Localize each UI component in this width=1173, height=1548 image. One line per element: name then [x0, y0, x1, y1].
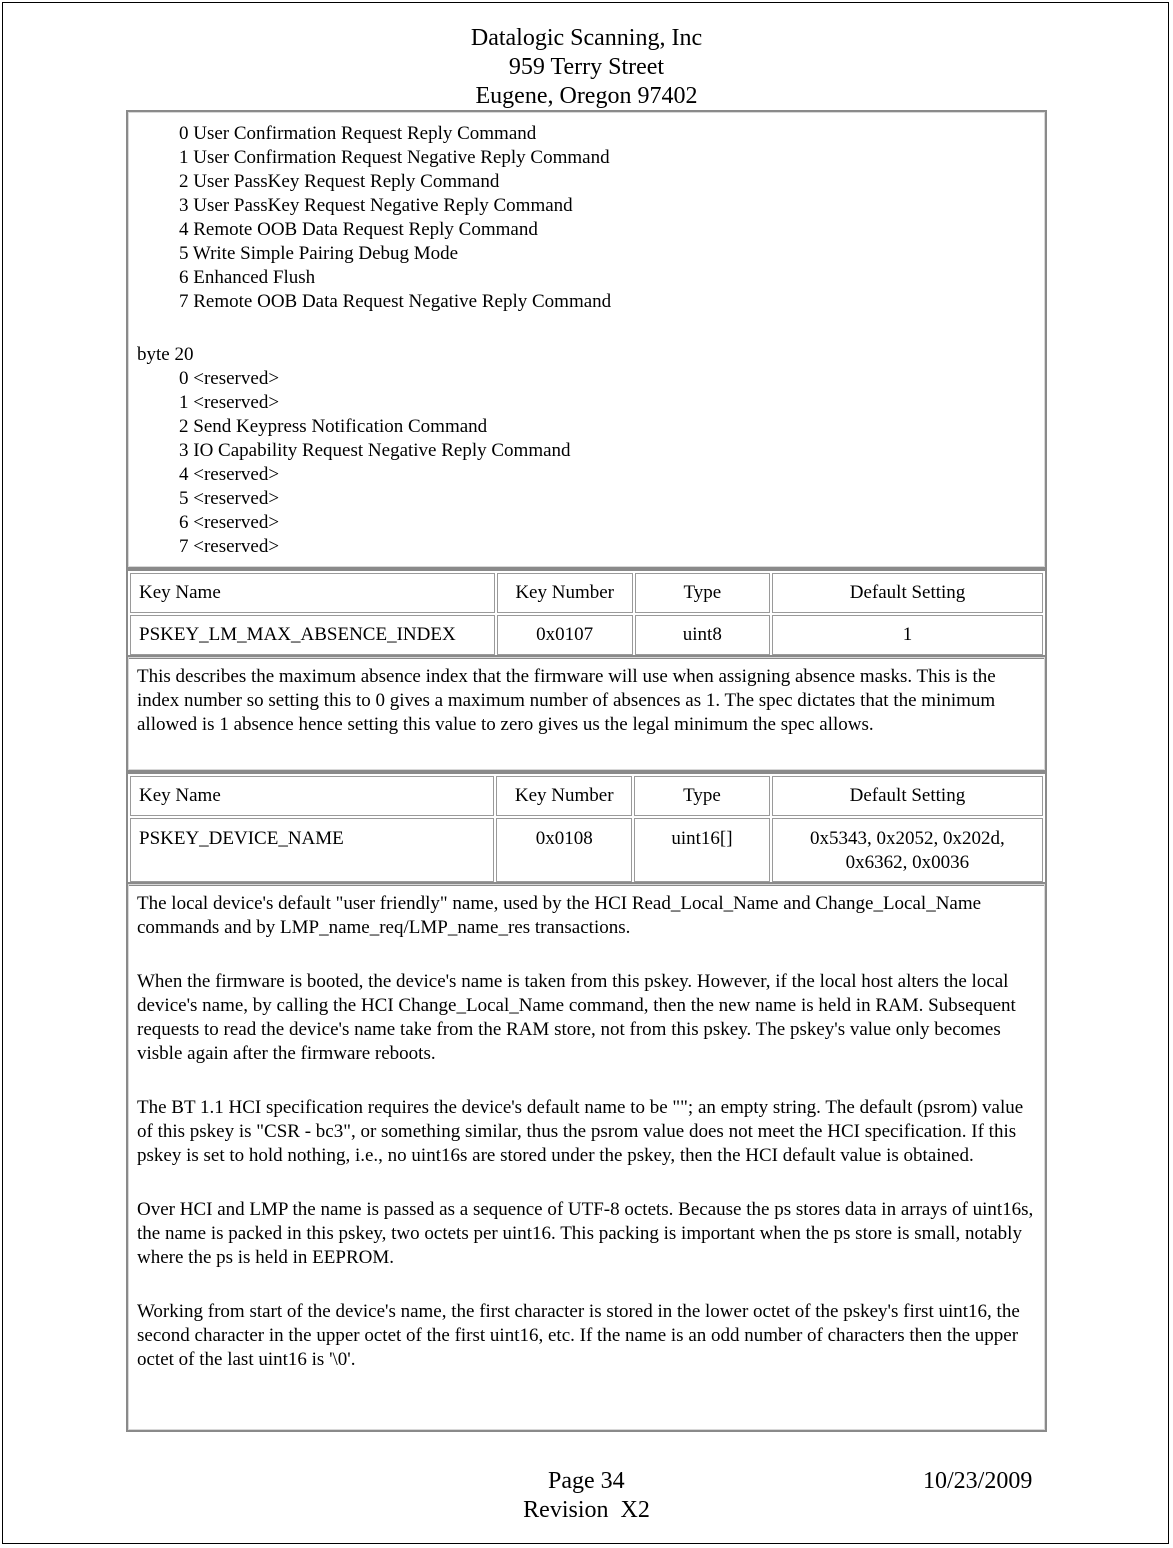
bit-item: 7 <reserved>	[179, 536, 280, 557]
key-type-cell: uint16[]	[634, 818, 770, 882]
bit-item: 4 Remote OOB Data Request Reply Command	[179, 219, 538, 240]
bit-item: 0 <reserved>	[179, 368, 280, 389]
description-paragraph: Over HCI and LMP the name is passed as a sequence of UTF-8 octets. Because the ps stores data in arrays of uint16s, the name is packed in this pskey, two octets per uint16. This packing is important when the ps store is small, notably where the ps is held in EEPROM.	[137, 1199, 1034, 1268]
header-type: Type	[634, 776, 770, 816]
bit-item: 1 User Confirmation Request Negative Reply Command	[179, 147, 610, 168]
description-paragraph: Working from start of the device's name, the first character is stored in the lower octet of the pskey's first uint16, the second character in the upper octet of the first uint16, etc. If the name is an odd number of characters then the upper octet of the last uint16 is '\0'.	[137, 1301, 1020, 1370]
header-key-name: Key Name	[130, 573, 495, 613]
table-header-row	[130, 573, 1043, 613]
header-key-number: Key Number	[496, 776, 632, 816]
header-key-number: Key Number	[497, 573, 633, 613]
bit-list-previous-byte	[137, 122, 1045, 314]
default-setting-cell: 1	[772, 615, 1043, 655]
bit-item: 7 Remote OOB Data Request Negative Reply Command	[179, 291, 612, 312]
bit-item: 5 Write Simple Pairing Debug Mode	[179, 243, 459, 264]
byte-label: byte 20	[137, 344, 194, 365]
description-max-absence-index	[126, 655, 1047, 772]
header-default-setting: Default Setting	[772, 573, 1043, 613]
key-type-cell: uint8	[635, 615, 771, 655]
bit-item: 3 User PassKey Request Negative Reply Command	[179, 195, 573, 216]
bit-item: 1 <reserved>	[179, 392, 280, 413]
bit-item: 6 Enhanced Flush	[179, 267, 316, 288]
table-row	[130, 818, 1043, 882]
description-paragraph: The local device's default "user friendly" name, used by the HCI Read_Local_Name and Change_Local_Name commands and by LMP_name_req/LMP_name_res transactions.	[137, 893, 982, 938]
document-header	[0, 24, 1173, 111]
key-name-cell: PSKEY_DEVICE_NAME	[130, 818, 494, 882]
key-table-max-absence-index	[126, 569, 1047, 659]
bit-item: 2 Send Keypress Notification Command	[179, 416, 488, 437]
bit-item: 2 User PassKey Request Reply Command	[179, 171, 500, 192]
key-number-cell: 0x0107	[497, 615, 633, 655]
table-header-row	[130, 776, 1043, 816]
revision-label: Revision X2	[523, 1497, 650, 1523]
description-paragraph: This describes the maximum absence index that the firmware will use when assigning absence masks. This is the index number so setting this to 0 gives a maximum number of absences as 1. The spec dictates that the minimum allowed is 1 absence hence setting this value to zero gives us the legal minimum the spec allows.	[137, 666, 996, 735]
page-number: Page 34	[548, 1468, 625, 1494]
bit-item: 3 IO Capability Request Negative Reply Command	[179, 440, 571, 461]
header-default-setting: Default Setting	[772, 776, 1043, 816]
key-number-cell: 0x0108	[496, 818, 632, 882]
default-setting-cell: 0x5343, 0x2052, 0x202d, 0x6362, 0x0036	[772, 818, 1043, 882]
description-paragraph: The BT 1.1 HCI specification requires the device's default name to be ""; an empty string. The default (psrom) value of this pskey is "CSR - bc3", or something similar, thus the psrom value does not meet the HCI specification. If this pskey is set to hold nothing, i.e., no uint16s are stored under the pskey, then the HCI default value is obtained.	[137, 1097, 1024, 1166]
key-name-cell: PSKEY_LM_MAX_ABSENCE_INDEX	[130, 615, 495, 655]
bit-item: 0 User Confirmation Request Reply Command	[179, 123, 537, 144]
company-street: 959 Terry Street	[508, 54, 665, 80]
header-type: Type	[635, 573, 771, 613]
bit-item: 6 <reserved>	[179, 512, 280, 533]
bit-list-byte-20	[137, 367, 1045, 559]
description-device-name	[126, 882, 1047, 1432]
header-key-name: Key Name	[130, 776, 494, 816]
company-name: Datalogic Scanning, Inc	[470, 25, 703, 51]
bit-list-box	[126, 110, 1047, 569]
bit-item: 5 <reserved>	[179, 488, 280, 509]
company-city: Eugene, Oregon 97402	[475, 83, 698, 109]
description-paragraph: When the firmware is booted, the device's name is taken from this pskey. However, if the local host alters the local device's name, by calling the HCI Change_Local_Name command, then the new name is held in RAM. Subsequent requests to read the device's name take from the RAM store, not from this pskey. The pskey's value only becomes visble again after the firmware reboots.	[137, 971, 1016, 1064]
footer-date: 10/23/2009	[923, 1468, 1033, 1494]
table-row	[130, 615, 1043, 655]
key-table-device-name	[126, 772, 1047, 886]
bit-item: 4 <reserved>	[179, 464, 280, 485]
